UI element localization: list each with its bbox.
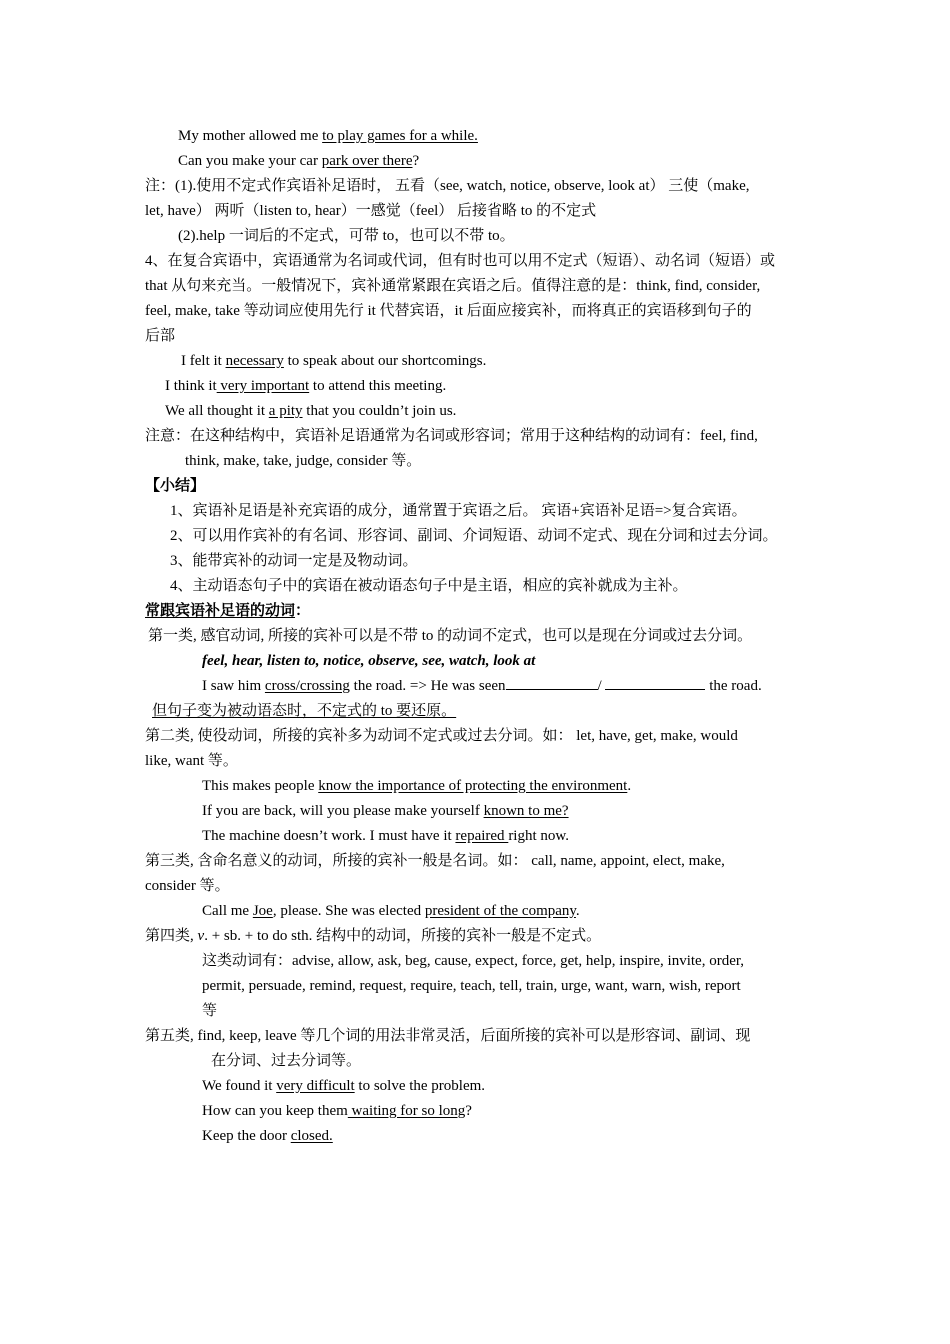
category-text: 第五类, find, keep, leave 等几个词的用法非常灵活，后面所接的宾补可以是形容词、副词、现 [145, 1028, 751, 1044]
paragraph-text: 后部 [145, 328, 176, 344]
note-text: let, have） 两听（listen to, hear）一感觉（feel） 后接省略 to 的不定式 [145, 203, 597, 219]
example-sentence: We found it very difficult to solve the problem. [202, 1078, 486, 1094]
example-sentence: Call me Joe, please. She was elected president of the company. [202, 903, 580, 919]
section-heading: 常跟宾语补足语的动词： [145, 603, 311, 619]
note-text: 注意：在这种结构中，宾语补足语通常为名词或形容词；常用于这种结构的动词有：feel, find, [145, 428, 758, 444]
example-sentence: The machine doesn’t work. I must have it repaired right now. [202, 828, 570, 844]
example-sentence: This makes people know the importance of protecting the environment. [202, 778, 632, 794]
summary-item: 2、可以用作宾补的有名词、形容词、副词、介词短语、动词不定式、现在分词和过去分词。 [170, 528, 778, 544]
example-sentence: My mother allowed me to play games for a while. [178, 128, 478, 144]
example-sentence: If you are back, will you please make yourself known to me? [202, 803, 569, 819]
example-sentence: Can you make your car park over there? [178, 153, 420, 169]
paragraph-text: feel, make, take 等动词应使用先行 it 代替宾语，it 后面应接宾补，而将真正的宾语移到句子的 [145, 303, 752, 319]
verb-list: 这类动词有：advise, allow, ask, beg, cause, expect, force, get, help, inspire, invite, order, [202, 953, 745, 969]
summary-item: 4、主动语态句子中的宾语在被动语态句子中是主语，相应的宾补就成为主补。 [170, 578, 688, 594]
example-sentence: How can you keep them waiting for so long? [202, 1103, 472, 1119]
answer-blank[interactable] [506, 675, 598, 690]
category-text: like, want 等。 [145, 753, 238, 769]
category-text: 第四类, v. + sb. + to do sth. 结构中的动词，所接的宾补一般是不定式。 [145, 928, 602, 944]
verb-list: feel, hear, listen to, notice, observe, see, watch, look at [202, 653, 536, 669]
verb-list: permit, persuade, remind, request, require, teach, tell, train, urge, want, warn, wish, report [202, 978, 741, 994]
summary-item: 3、能带宾补的动词一定是及物动词。 [170, 553, 418, 569]
answer-blank[interactable] [605, 675, 705, 690]
category-text: consider 等。 [145, 878, 230, 894]
example-sentence: We all thought it a pity that you couldn’t join us. [165, 403, 457, 419]
category-text: 第一类, 感官动词, 所接的宾补可以是不带 to 的动词不定式，也可以是现在分词或过去分词。 [148, 628, 753, 644]
example-sentence: I felt it necessary to speak about our shortcomings. [181, 353, 487, 369]
category-text: 第三类, 含命名意义的动词，所接的宾补一般是名词。如： call, name, appoint, elect, make, [145, 853, 725, 869]
paragraph-text: 4、在复合宾语中，宾语通常为名词或代词，但有时也可以用不定式（短语）、动名词（短语）或 [145, 253, 776, 269]
note-text: think, make, take, judge, consider 等。 [185, 453, 422, 469]
note-text: (2).help 一词后的不定式，可带 to，也可以不带 to。 [178, 228, 515, 244]
summary-item: 1、宾语补足语是补充宾语的成分，通常置于宾语之后。 宾语+宾语补足语=>复合宾语。 [170, 503, 747, 519]
example-sentence: Keep the door closed. [202, 1128, 333, 1144]
paragraph-text: that 从句来充当。一般情况下，宾补通常紧跟在宾语之后。值得注意的是：think, find, consider, [145, 278, 761, 294]
example-sentence: I think it very important to attend this meeting. [165, 378, 447, 394]
note-text: 注：(1).使用不定式作宾语补足语时， 五看（see, watch, notice, observe, look at） 三使（make, [145, 178, 750, 194]
category-text: 在分词、过去分词等。 [211, 1053, 362, 1069]
category-text: 第二类, 使役动词，所接的宾补多为动词不定式或过去分词。如： let, have, get, make, would [145, 728, 738, 744]
section-heading: 【小结】 [145, 478, 206, 494]
note-text: 但句子变为被动语态时，不定式的 to 要还原。 [152, 703, 457, 719]
example-sentence: I saw him cross/crossing the road. => He was seen / the road. [202, 674, 762, 699]
verb-list: 等 [202, 1003, 218, 1019]
